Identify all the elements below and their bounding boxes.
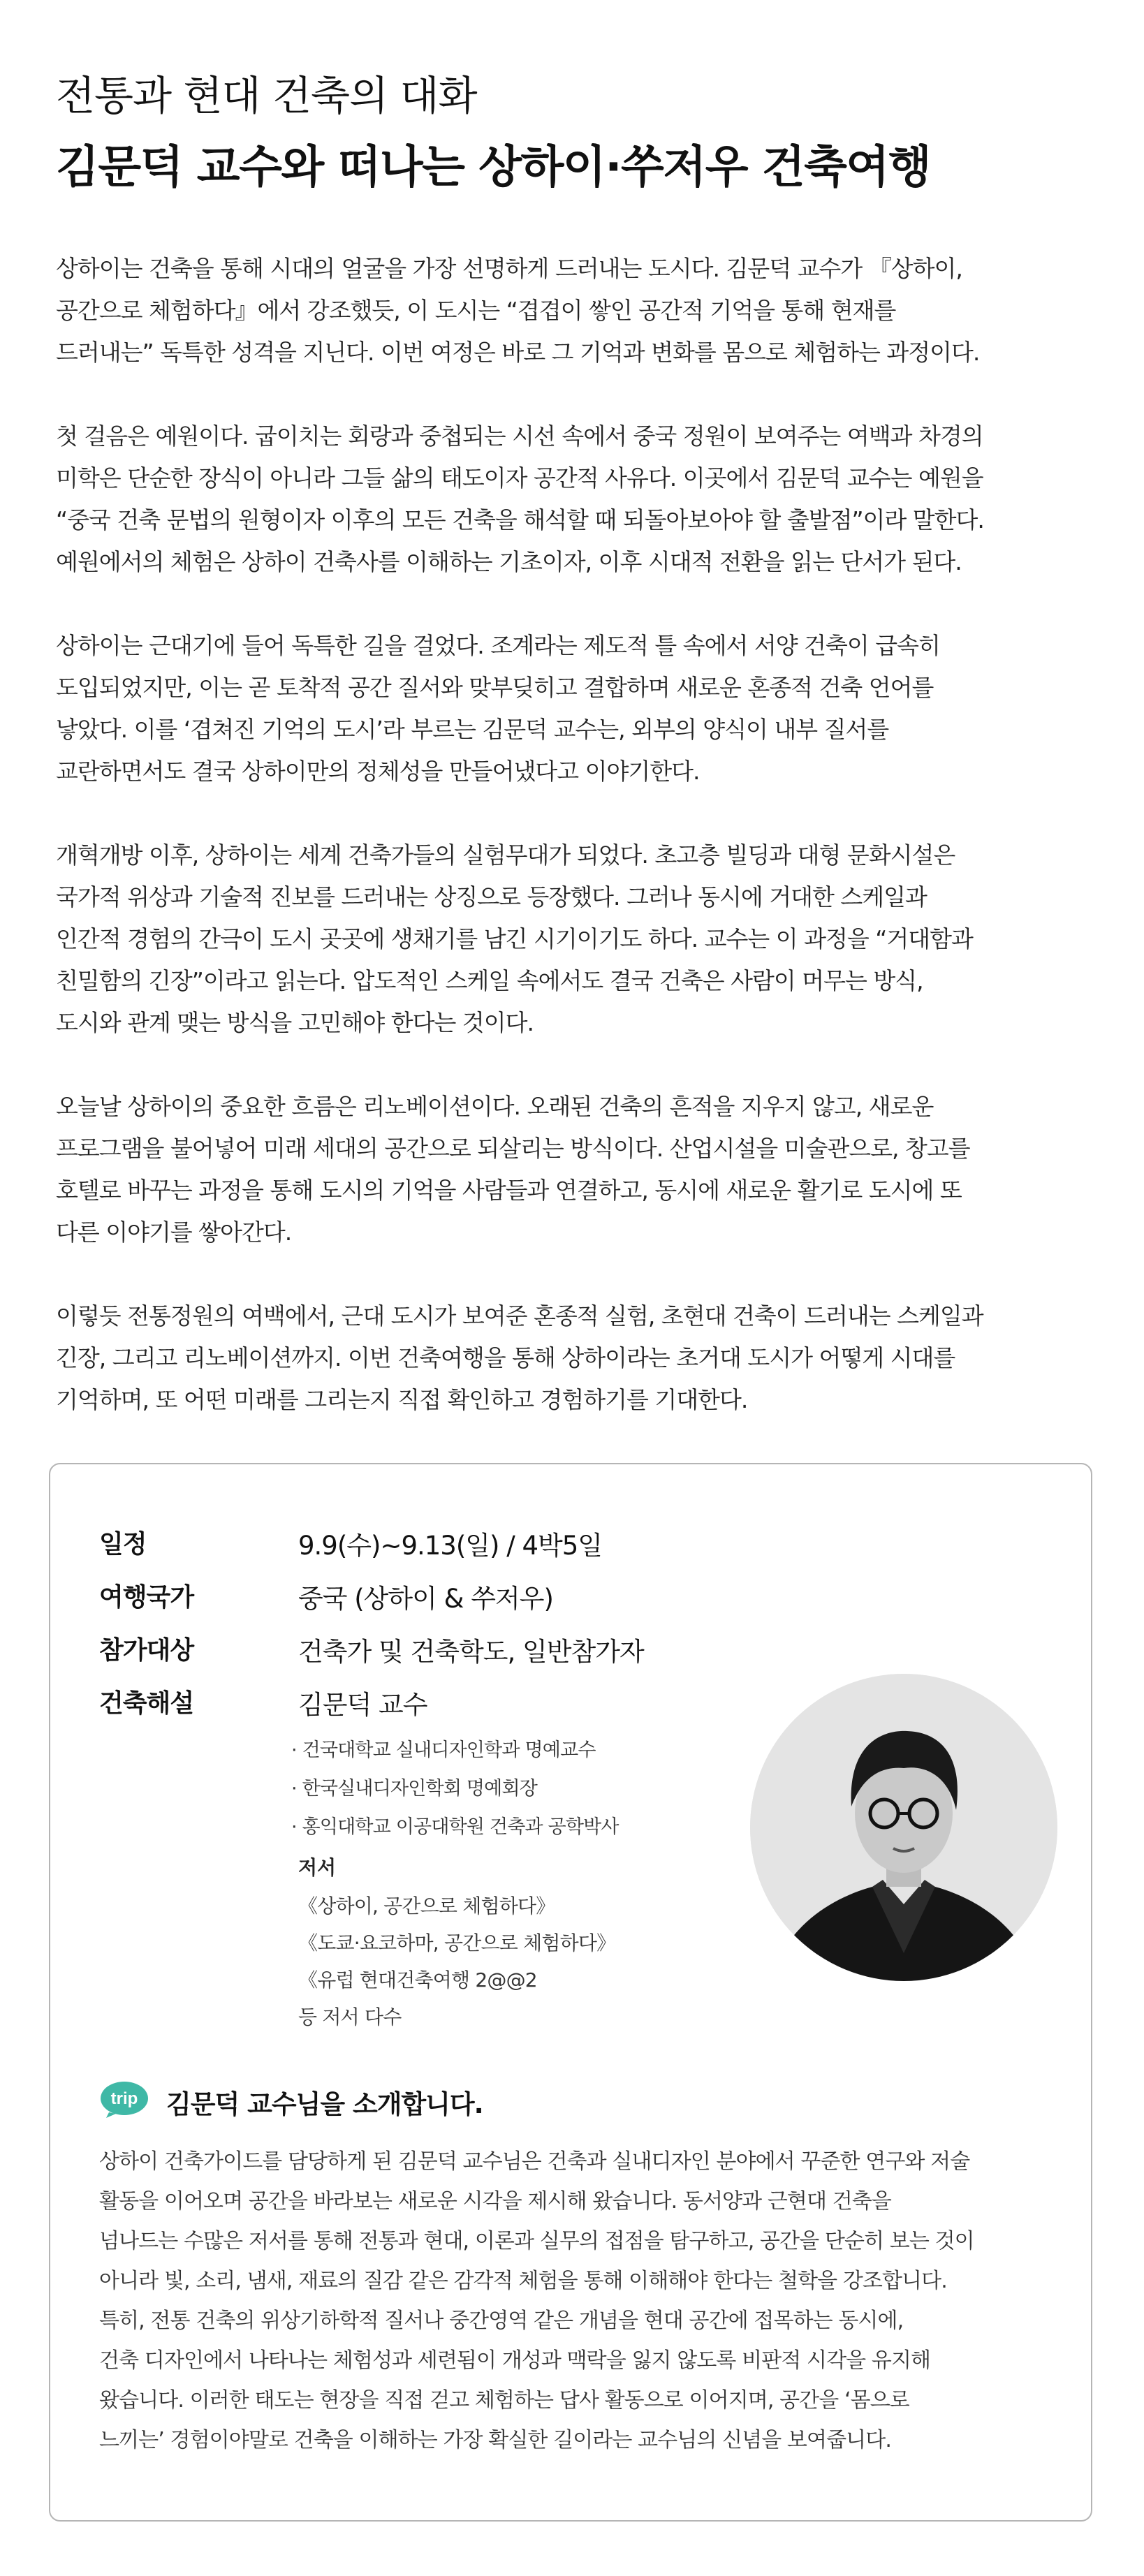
page-subtitle: 전통과 현대 건축의 대화	[56, 72, 477, 119]
info-label: 참가대상	[99, 1636, 194, 1665]
book-item: 《상하이, 공간으로 체험하다》	[298, 1894, 555, 1918]
article-paragraph	[56, 625, 1097, 793]
info-value: 중국 (상하이 & 쑤저우)	[298, 1584, 553, 1614]
paragraph-line: 미학은 단순한 장식이 아니라 그들 삶의 태도이자 공간적 사유다. 이곳에서 김문덕 교수는 예원을	[56, 464, 983, 492]
article-paragraph	[56, 248, 1097, 374]
intro-line: 아니라 빛, 소리, 냄새, 재료의 질감 같은 감각적 체험을 통해 이해해야 한다는 철학을 강조합니다.	[99, 2269, 947, 2293]
info-label: 여행국가	[99, 1583, 194, 1612]
books-list	[298, 1887, 615, 2036]
bio-item: · 홍익대학교 이공대학원 건축과 공학박사	[291, 1816, 619, 1838]
intro-title: 김문덕 교수님을 소개합니다.	[166, 2089, 483, 2119]
paragraph-line: 첫 걸음은 예원이다. 굽이치는 회랑과 중첩되는 시선 속에서 중국 정원이 보여주는 여백과 차경의	[56, 422, 983, 450]
paragraph-line: 교란하면서도 결국 상하이만의 정체성을 만들어냈다고 이야기한다.	[56, 758, 700, 785]
book-item: 《유럽 현대건축여행 2@@2	[298, 1968, 537, 1992]
paragraph-line: 친밀함의 긴장”이라고 읽는다. 압도적인 스케일 속에서도 결국 건축은 사람이 머무는 방식,	[56, 967, 923, 994]
paragraph-line: 드러내는” 독특한 성격을 지닌다. 이번 여정은 바로 그 기억과 변화를 몸으로 체험하는 과정이다.	[56, 339, 980, 366]
book-item: 《도쿄·요코하마, 공간으로 체험하다》	[298, 1931, 616, 1955]
intro-line: 건축 디자인에서 나타나는 체험성과 세련됨이 개성과 맥락을 잃지 않도록 비판적 시각을 유지해	[99, 2348, 931, 2373]
paragraph-line: 상하이는 근대기에 들어 독특한 길을 걸었다. 조계라는 제도적 틀 속에서 서양 건축이 급속히	[56, 632, 940, 659]
info-value: 9.9(수)~9.13(일) / 4박5일	[298, 1531, 603, 1561]
intro-line: 느끼는’ 경험이야말로 건축을 이해하는 가장 확실한 길이라는 교수님의 신념을 보여줍니다.	[99, 2428, 891, 2452]
info-label: 건축해설	[99, 1689, 194, 1718]
paragraph-line: 다른 이야기를 쌓아간다.	[56, 1219, 292, 1246]
paragraph-line: 오늘날 상하이의 중요한 흐름은 리노베이션이다. 오래된 건축의 흔적을 지우지 않고, 새로운	[56, 1093, 934, 1120]
portrait-illustration	[750, 1674, 1057, 1981]
paragraph-line: “중국 건축 문법의 원형이자 이후의 모든 건축을 해석할 때 되돌아보아야 할 출발점”이라 말한다.	[56, 506, 984, 533]
paragraph-line: 상하이는 건축을 통해 시대의 얼굴을 가장 선명하게 드러내는 도시다. 김문덕 교수가 『상하이,	[56, 255, 962, 282]
trip-logo-icon	[99, 2079, 149, 2118]
paragraph-line: 긴장, 그리고 리노베이션까지. 이번 건축여행을 통해 상하이라는 초거대 도시가 어떻게 시대를	[56, 1344, 955, 1371]
article-paragraph	[56, 1086, 1097, 1253]
paragraph-line: 인간적 경험의 간극이 도시 곳곳에 생채기를 남긴 시기이기도 하다. 교수는 이 과정을 “거대함과	[56, 925, 973, 952]
info-label: 일정	[99, 1530, 147, 1559]
paragraph-line: 프로그램을 불어넣어 미래 세대의 공간으로 되살리는 방식이다. 산업시설을 미술관으로, 창고를	[56, 1135, 970, 1162]
svg-text:trip: trip	[110, 2089, 138, 2108]
article	[56, 248, 1097, 1463]
paragraph-line: 국가적 위상과 기술적 진보를 드러내는 상징으로 등장했다. 그러나 동시에 거대한 스케일과	[56, 883, 927, 911]
intro-line: 상하이 건축가이드를 담당하게 된 김문덕 교수님은 건축과 실내디자인 분야에서 꾸준한 연구와 저술	[99, 2149, 970, 2174]
page-title: 김문덕 교수와 떠나는 상하이·쑤저우 건축여행	[56, 142, 931, 193]
guide-bio-list	[291, 1731, 619, 1846]
article-paragraph	[56, 834, 1097, 1044]
paragraph-line: 기억하며, 또 어떤 미래를 그리는지 직접 확인하고 경험하기를 기대한다.	[56, 1386, 748, 1413]
intro-line: 왔습니다. 이러한 태도는 현장을 직접 걷고 체험하는 답사 활동으로 이어지며, 공간을 ‘몸으로	[99, 2388, 909, 2413]
bio-item: · 한국실내디자인학회 명예회장	[291, 1778, 538, 1799]
bio-item: · 건국대학교 실내디자인학과 명예교수	[291, 1739, 596, 1761]
paragraph-line: 예원에서의 체험은 상하이 건축사를 이해하는 기초이자, 이후 시대적 전환을 읽는 단서가 된다.	[56, 548, 962, 575]
paragraph-line: 개혁개방 이후, 상하이는 세계 건축가들의 실험무대가 되었다. 초고층 빌딩과 대형 문화시설은	[56, 841, 955, 869]
paragraph-line: 낳았다. 이를 ‘겹쳐진 기억의 도시’라 부르는 김문덕 교수는, 외부의 양식이 내부 질서를	[56, 716, 889, 743]
intro-line: 넘나드는 수많은 저서를 통해 전통과 현대, 이론과 실무의 접점을 탐구하고, 공간을 단순히 보는 것이	[99, 2229, 974, 2253]
article-paragraph	[56, 415, 1097, 583]
paragraph-line: 공간으로 체험하다』에서 강조했듯, 이 도시는 “겹겹이 쌓인 공간적 기억을 통해 현재를	[56, 297, 896, 324]
paragraph-line: 도시와 관계 맺는 방식을 고민해야 한다는 것이다.	[56, 1009, 534, 1036]
book-item: 등 저서 다수	[298, 2005, 402, 2029]
guide-portrait	[750, 1674, 1057, 1981]
info-value: 김문덕 교수	[298, 1690, 427, 1720]
trip-info-box	[49, 1463, 1092, 2522]
paragraph-line: 이렇듯 전통정원의 여백에서, 근대 도시가 보여준 혼종적 실험, 초현대 건축이 드러내는 스케일과	[56, 1302, 983, 1330]
info-value: 건축가 및 건축학도, 일반참가자	[298, 1637, 644, 1667]
books-heading: 저서	[298, 1856, 337, 1879]
paragraph-line: 호텔로 바꾸는 과정을 통해 도시의 기억을 사람들과 연결하고, 동시에 새로운 활기로 도시에 또	[56, 1177, 962, 1204]
intro-body	[99, 2142, 1063, 2460]
intro-line: 특히, 전통 건축의 위상기하학적 질서나 중간영역 같은 개념을 현대 공간에 접목하는 동시에,	[99, 2309, 904, 2333]
article-paragraph	[56, 1295, 1097, 1421]
intro-line: 활동을 이어오며 공간을 바라보는 새로운 시각을 제시해 왔습니다. 동서양과 근현대 건축을	[99, 2189, 891, 2214]
paragraph-line: 도입되었지만, 이는 곧 토착적 공간 질서와 맞부딪히고 결합하며 새로운 혼종적 건축 언어를	[56, 674, 934, 701]
